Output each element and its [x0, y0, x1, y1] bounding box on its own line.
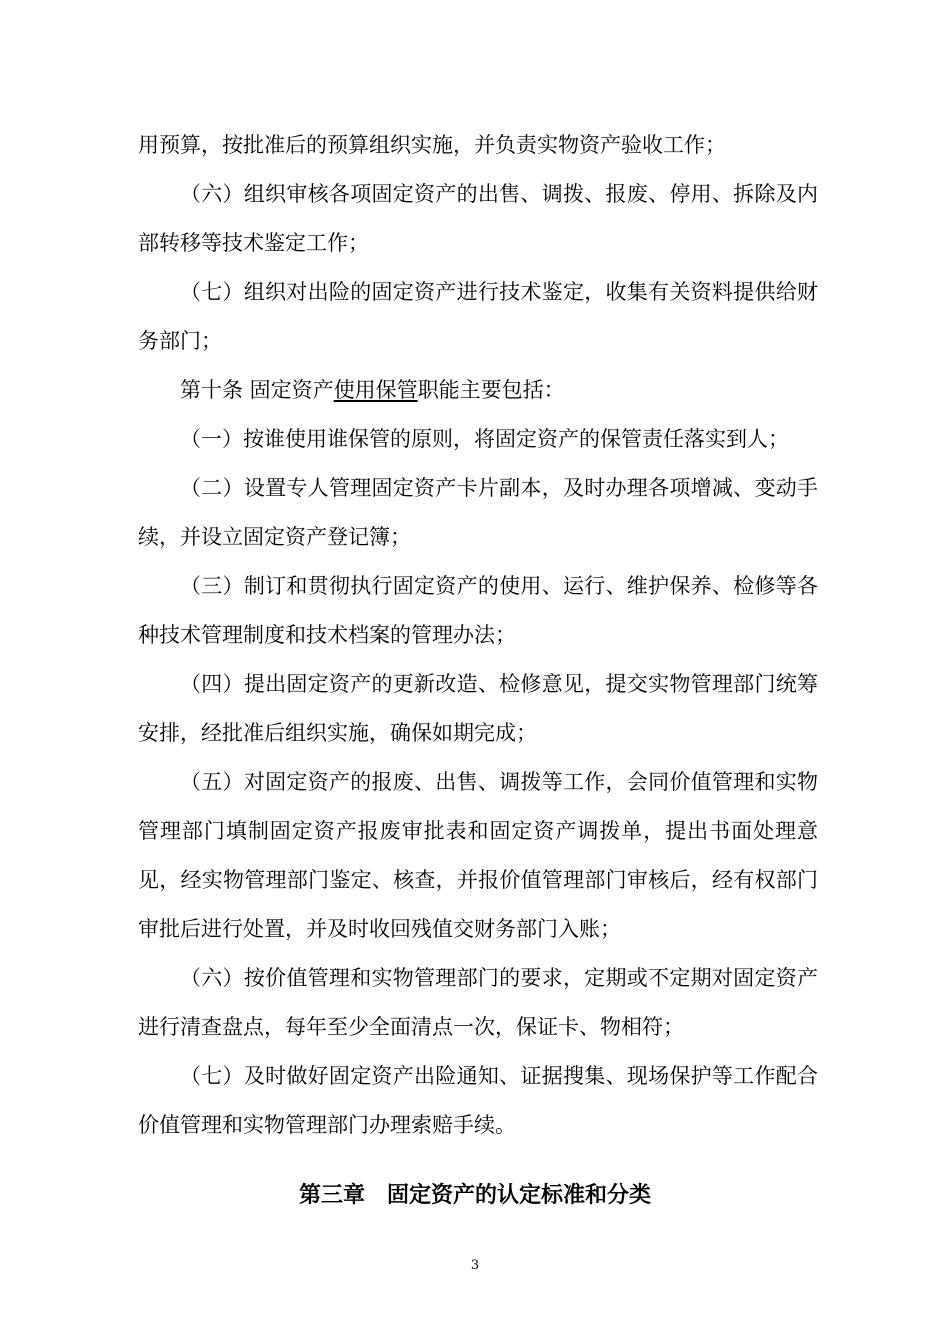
paragraph-item-7-custody: （七）及时做好固定资产出险通知、证据搜集、现场保护等工作配合价值管理和实物管理部门办理索赔手续。 [138, 1064, 818, 1137]
article-ten-heading [138, 366, 818, 415]
paragraph-item-6-technical: （六）组织审核各项固定资产的出售、调拨、报废、停用、拆除及内部转移等技术鉴定工作； [138, 182, 818, 255]
page-number: 3 [470, 1258, 480, 1273]
paragraph-item-1-custody: （一）按谁使用谁保管的原则，将固定资产的保管责任落实到人； [180, 427, 789, 451]
paragraph-item-2-custody: （二）设置专人管理固定资产卡片副本，及时办理各项增减、变动手续，并设立固定资产登记簿； [138, 476, 818, 549]
paragraph-item-4-custody: （四）提出固定资产的更新改造、检修意见，提交实物管理部门统筹安排，经批准后组织实施，确保如期完成； [138, 672, 818, 745]
paragraph-item-5-custody: （五）对固定资产的报废、出售、调拨等工作，会同价值管理和实物管理部门填制固定资产报废审批表和固定资产调拨单，提出书面处理意见，经实物管理部门鉴定、核查，并报价值管理部门审核后，经有权部门审批后进行处置，并及时收回残值交财务部门入账； [138, 770, 818, 941]
article-ten-suffix: 职能主要包括： [417, 378, 565, 402]
article-ten-prefix: 第十条 固定资产 [180, 378, 334, 402]
article-ten-underlined: 使用保管 [333, 378, 418, 402]
paragraph-item-6-custody: （六）按价值管理和实物管理部门的要求，定期或不定期对固定资产进行清查盘点，每年至少全面清点一次，保证卡、物相符； [138, 966, 818, 1039]
paragraph-budget-continuation: 用预算，按批准后的预算组织实施，并负责实物资产验收工作； [138, 133, 726, 157]
paragraph-item-7-technical: （七）组织对出险的固定资产进行技术鉴定，收集有关资料提供给财务部门； [138, 280, 818, 353]
chapter-heading: 第三章 固定资产的认定标准和分类 [298, 1183, 651, 1208]
paragraph-item-3-custody: （三）制订和贯彻执行固定资产的使用、运行、维护保养、检修等各种技术管理制度和技术档案的管理办法； [138, 574, 818, 647]
